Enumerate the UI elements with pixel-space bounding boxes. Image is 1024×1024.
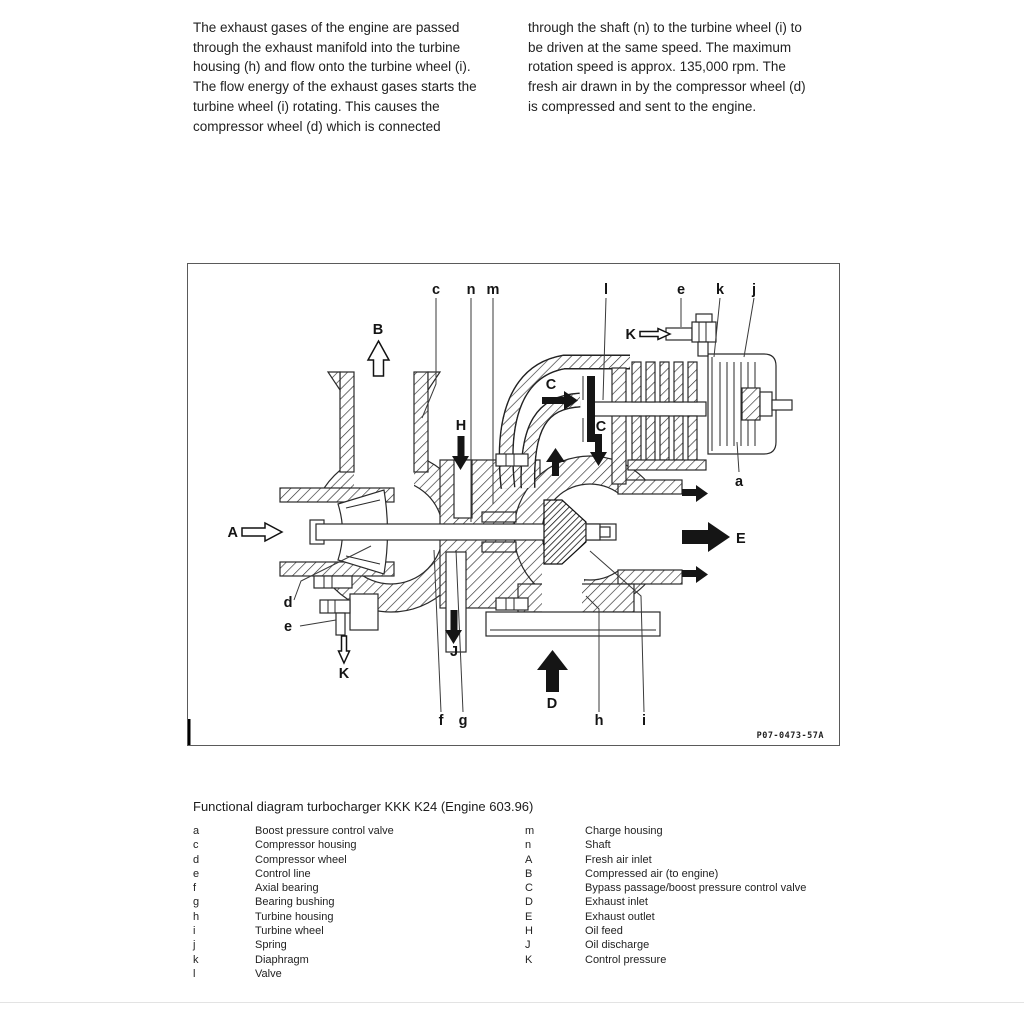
legend-row xyxy=(525,895,806,909)
legend-key: l xyxy=(193,967,196,980)
legend-row xyxy=(193,953,394,967)
callout-label-n: n xyxy=(466,282,476,298)
legend-label: Exhaust inlet xyxy=(585,896,648,909)
turbocharger-cross-section xyxy=(188,264,839,745)
legend-key: g xyxy=(193,896,200,909)
flow-label-K-bottom: K xyxy=(338,666,350,682)
arrow-control-pressure-K-bottom xyxy=(339,636,350,663)
legend-label: Control line xyxy=(255,867,311,880)
bearing-bushing xyxy=(482,512,516,522)
callout-label-i: i xyxy=(641,713,647,729)
legend-label: Compressor wheel xyxy=(255,853,347,866)
callout-label-j: j xyxy=(751,282,757,298)
figure-ref-code: P07-0473-57A xyxy=(756,731,824,741)
intro-column-left xyxy=(193,18,513,136)
legend-row xyxy=(525,953,806,967)
legend-key: j xyxy=(193,939,196,952)
legend-key: a xyxy=(193,825,200,837)
callout-label-d: d xyxy=(283,595,293,611)
legend-label: Oil discharge xyxy=(585,939,650,952)
intro-column-right xyxy=(528,18,848,117)
callout-label-f: f xyxy=(438,713,444,729)
legend-label: Turbine wheel xyxy=(255,925,324,938)
legend-row xyxy=(193,910,394,924)
arrow-compressed-air-B xyxy=(368,341,389,376)
legend-key: K xyxy=(525,953,533,966)
legend-label: Compressed air (to engine) xyxy=(585,867,719,880)
figure-frame xyxy=(187,263,840,746)
callout-label-k: k xyxy=(715,282,725,298)
legend-label: Axial bearing xyxy=(255,882,319,895)
legend-row xyxy=(193,881,394,895)
control-line-fitting-top xyxy=(666,314,716,356)
legend-key: D xyxy=(525,896,533,909)
arrow-exhaust-outlet-small-lower xyxy=(682,566,708,583)
arrow-exhaust-inlet-D xyxy=(537,650,568,692)
legend-row xyxy=(193,895,394,909)
legend-key: C xyxy=(525,882,533,895)
page-edge-line xyxy=(0,1002,1024,1003)
legend-left-column xyxy=(193,824,394,981)
legend-key: E xyxy=(525,910,533,923)
legend-label: Fresh air inlet xyxy=(585,853,652,866)
callout-label-g: g xyxy=(458,713,468,729)
legend-label: Bearing bushing xyxy=(255,896,335,909)
boost-pressure-control-valve xyxy=(708,354,792,454)
legend-label: Boost pressure control valve xyxy=(255,825,394,837)
oil-feed-channel xyxy=(454,460,472,518)
intro-line: The flow energy of the exhaust gases starts the xyxy=(193,79,477,95)
legend-row xyxy=(193,824,394,838)
legend-key: A xyxy=(525,853,533,866)
legend-key: d xyxy=(193,853,200,866)
actuator-rod xyxy=(594,402,706,416)
legend-row xyxy=(525,853,806,867)
legend-row xyxy=(525,838,806,852)
callout-label-a: a xyxy=(734,474,744,490)
legend-label: Shaft xyxy=(585,839,611,852)
legend-key: c xyxy=(193,839,199,852)
intro-line: through the exhaust manifold into the turbine xyxy=(193,39,461,55)
legend-label: Spring xyxy=(255,939,287,952)
bypass-valve xyxy=(587,376,595,442)
intro-line: through the shaft (n) to the turbine wheel (i) to xyxy=(528,20,802,35)
flow-label-C-lower: C xyxy=(595,419,607,435)
legend-label: Control pressure xyxy=(585,953,667,966)
legend-label: Charge housing xyxy=(585,825,663,837)
callout-label-m: m xyxy=(486,282,500,298)
intro-line: The exhaust gases of the engine are passed xyxy=(193,20,460,35)
exhaust-inlet-flange xyxy=(486,612,660,636)
bearing-bushing xyxy=(482,542,516,552)
intro-line: is compressed and sent to the engine. xyxy=(528,98,757,114)
legend-key: B xyxy=(525,867,533,880)
legend-label: Valve xyxy=(255,967,282,980)
legend-row xyxy=(525,824,806,838)
legend-key: n xyxy=(525,839,532,852)
flow-label-B: B xyxy=(372,322,384,338)
intro-line: fresh air drawn in by the compressor wheel (d) xyxy=(528,79,806,95)
flow-label-K-top: K xyxy=(625,327,636,343)
intro-line: turbine wheel (i) rotating. This causes the xyxy=(193,98,440,114)
legend-key: m xyxy=(525,825,535,837)
legend-key: i xyxy=(193,925,196,938)
legend-row xyxy=(525,910,806,924)
legend-row xyxy=(525,881,806,895)
legend-row xyxy=(193,838,394,852)
legend-row xyxy=(193,853,394,867)
legend-row xyxy=(193,924,394,938)
legend-row xyxy=(193,867,394,881)
intro-line: be driven at the same speed. The maximum xyxy=(528,39,792,55)
legend-key: f xyxy=(193,882,197,895)
legend-key: e xyxy=(193,867,200,880)
legend-right-column xyxy=(525,824,806,967)
legend-row xyxy=(525,924,806,938)
legend-label: Diaphragm xyxy=(255,953,309,966)
flow-label-A: A xyxy=(227,525,238,541)
flow-label-H: H xyxy=(455,418,467,434)
intro-line: rotation speed is approx. 135,000 rpm. The xyxy=(528,59,786,75)
legend-key: h xyxy=(193,910,200,923)
frame-tick xyxy=(188,719,191,745)
legend-row xyxy=(193,967,394,981)
callout-label-c: c xyxy=(431,282,441,298)
flow-label-C-upper: C xyxy=(545,377,557,393)
legend-label: Turbine housing xyxy=(255,910,334,923)
legend-key: H xyxy=(525,925,533,938)
intro-line: housing (h) and flow onto the turbine wheel (i). xyxy=(193,59,471,75)
arrow-exhaust-outlet-E xyxy=(682,522,730,552)
legend-label: Exhaust outlet xyxy=(585,910,655,923)
arrow-exhaust-outlet-small-upper xyxy=(682,485,708,502)
legend-label: Compressor housing xyxy=(255,839,357,852)
flow-label-J: J xyxy=(449,644,459,660)
legend-row xyxy=(525,867,806,881)
arrow-fresh-air-A xyxy=(242,523,282,541)
bellows xyxy=(628,362,706,470)
legend-key: k xyxy=(193,953,199,966)
figure-caption: Functional diagram turbocharger KKK K24 (Engine 603.96) xyxy=(193,799,534,814)
callout-label-e-left: e xyxy=(283,619,293,635)
control-line-fitting-bottom xyxy=(320,594,378,635)
legend-row xyxy=(525,938,806,952)
legend-label: Bypass passage/boost pressure control valve xyxy=(585,882,807,895)
legend-label: Oil feed xyxy=(585,925,623,938)
legend-row xyxy=(193,938,394,952)
flow-label-D: D xyxy=(546,696,558,712)
callout-label-h: h xyxy=(594,713,604,729)
callout-label-l: l xyxy=(603,282,609,298)
callout-label-e-top: e xyxy=(676,282,686,298)
legend-key: J xyxy=(525,939,531,952)
flow-label-E: E xyxy=(736,531,746,547)
intro-line: compressor wheel (d) which is connected xyxy=(193,118,441,134)
